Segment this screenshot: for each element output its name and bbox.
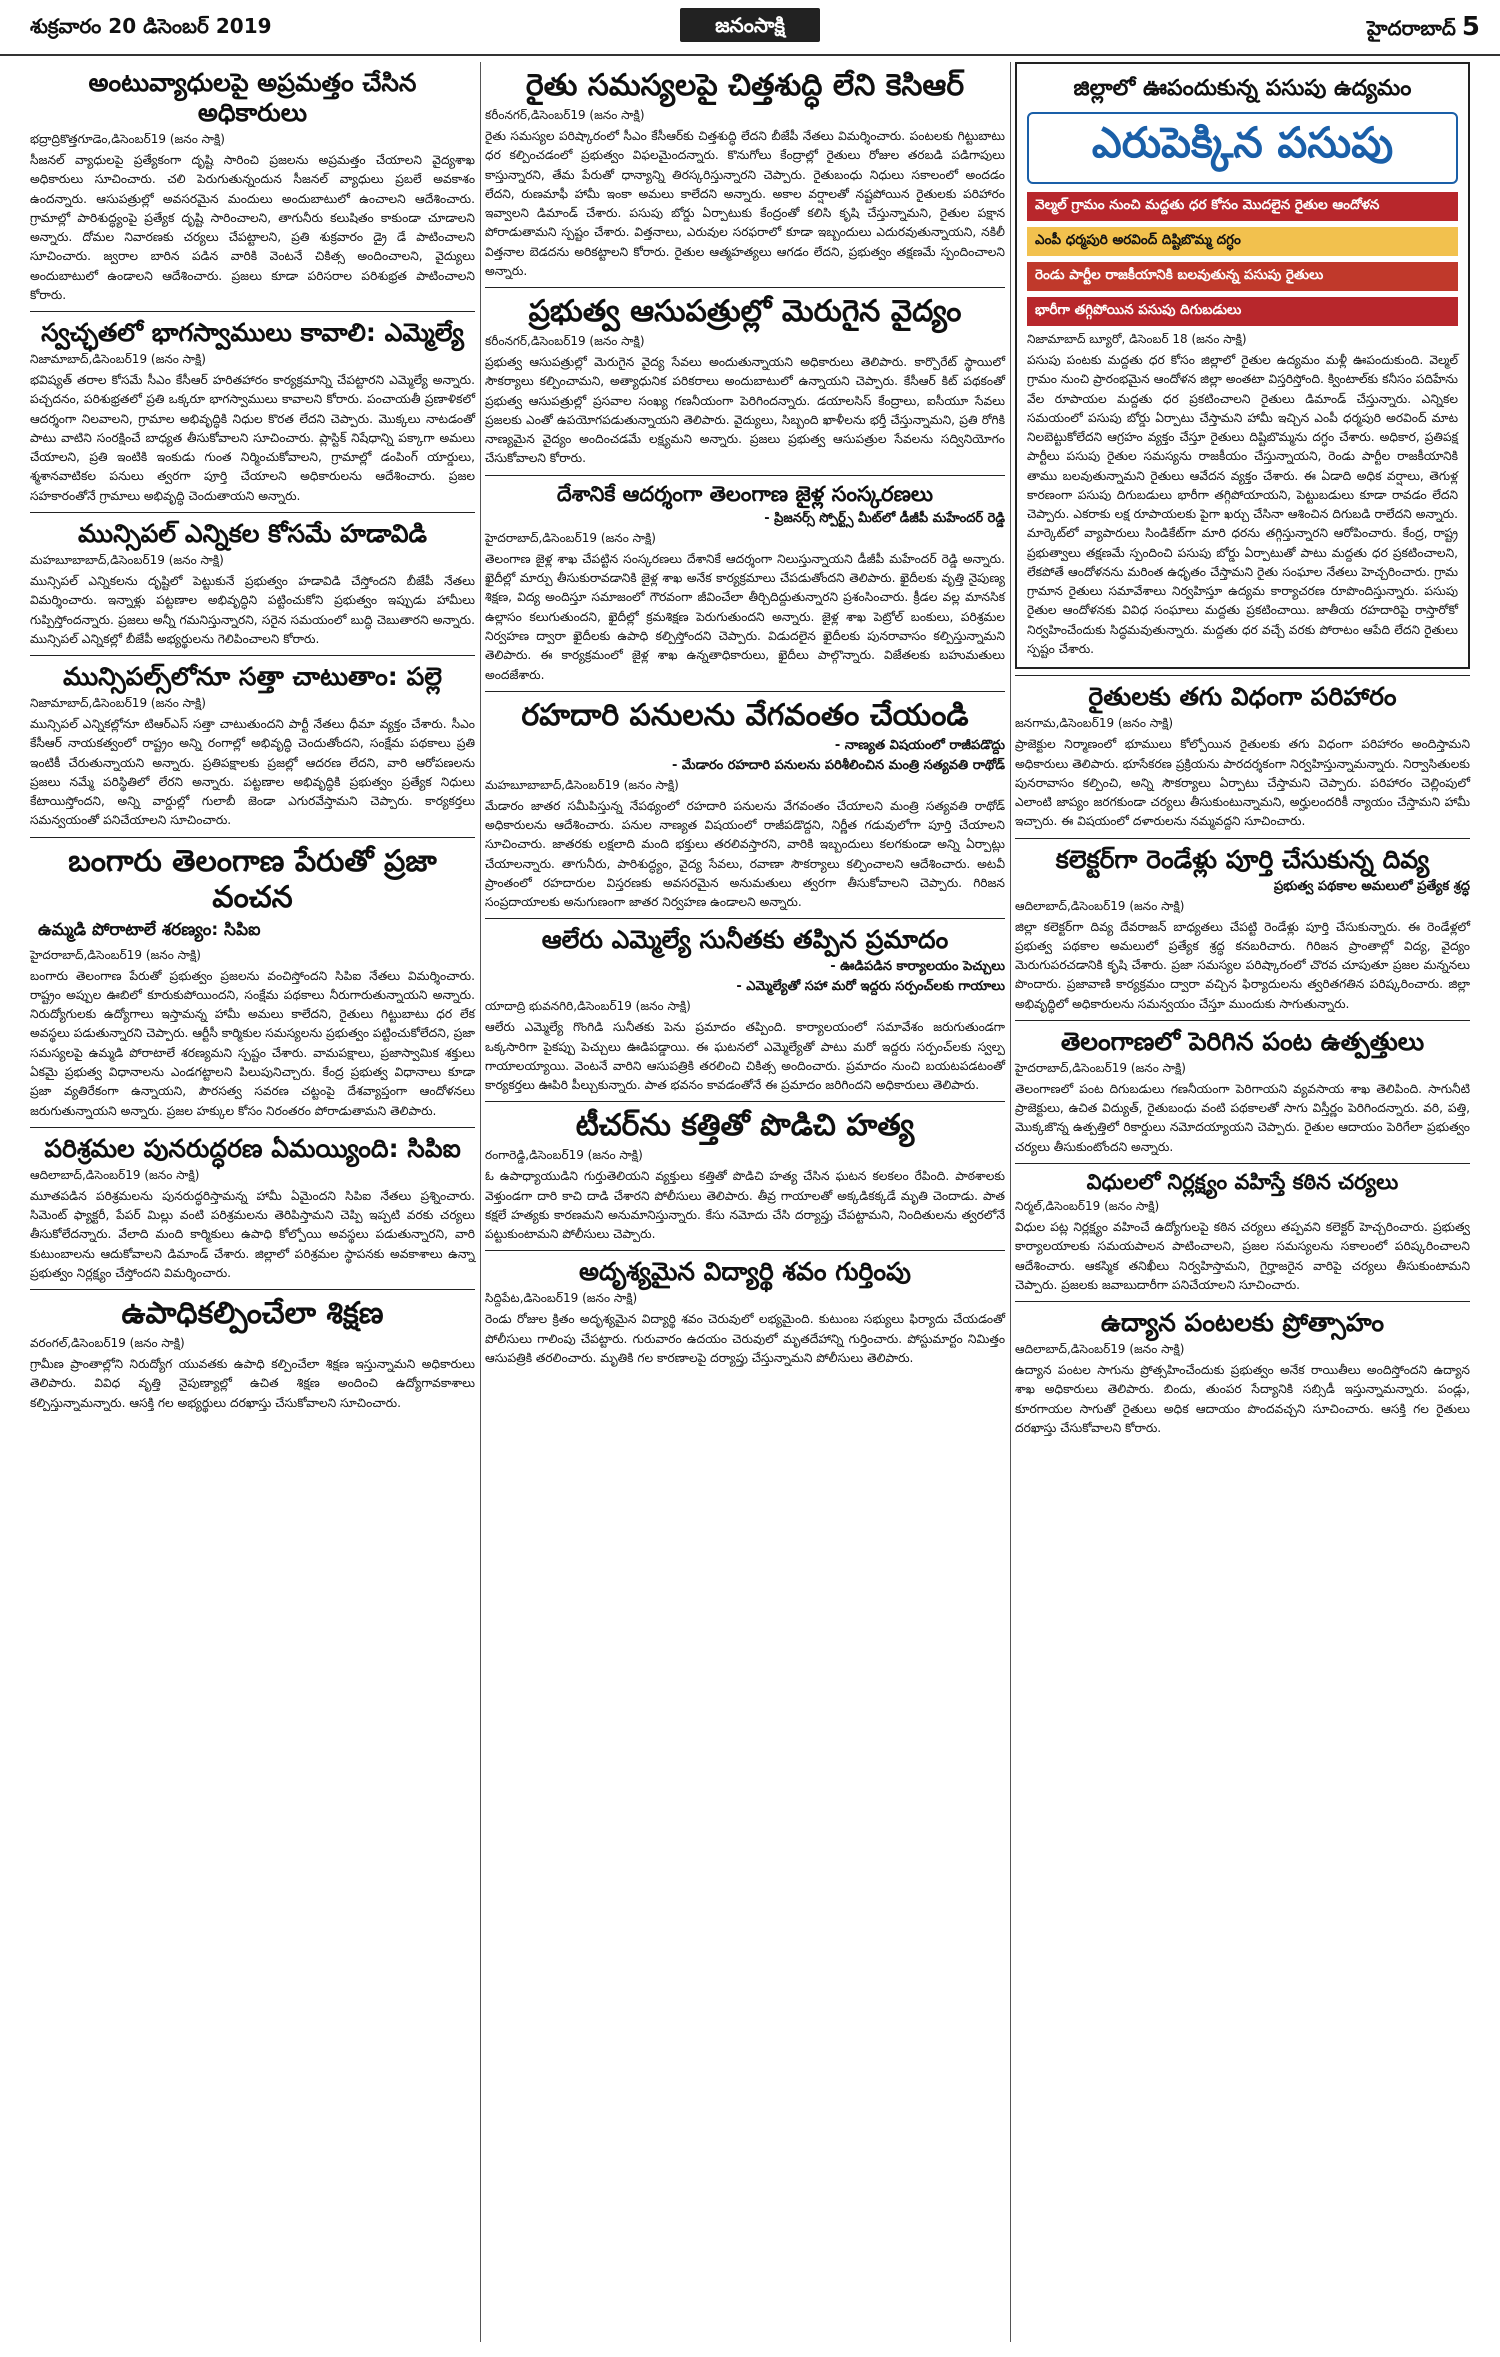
article [485, 925, 1005, 1095]
story-divider [1015, 675, 1470, 676]
feature-headline: ఎరుపెక్కిన పసుపు [1027, 112, 1458, 184]
story-divider [485, 1250, 1005, 1251]
article-headline: అంటువ్యాధులపై అప్రమత్తం చేసిన అధికారులు [88, 68, 417, 127]
story-divider [485, 691, 1005, 692]
article [1015, 1027, 1470, 1157]
article [1015, 1308, 1470, 1438]
article [30, 519, 475, 649]
article [485, 482, 1005, 685]
article-headline: ఆలేరు ఎమ్మెల్యే సునీతకు తప్పిన ప్రమాదం [541, 925, 949, 955]
dateline: హైదరాబాద్,డిసెంబర్19 (జనం సాక్షి) [1015, 1060, 1186, 1075]
dateline: నిజామాబాద్,డిసెంబర్19 (జనం సాక్షి) [30, 352, 206, 367]
city-name: హైదరాబాద్ [1366, 16, 1456, 40]
article-headline: తెలంగాణలో పెరిగిన పంట ఉత్పత్తులు [1060, 1026, 1425, 1056]
article [30, 68, 475, 305]
article [485, 1257, 1005, 1368]
dateline: కరీంనగర్,డిసెంబర్19 (జనం సాక్షి) [485, 334, 645, 349]
story-divider [30, 311, 475, 312]
article-headline: టీచర్‌ను కత్తితో పొడిచి హత్య [575, 1108, 915, 1144]
story-divider [30, 1127, 475, 1128]
dateline: నిర్మల్,డిసెంబర్19 (జనం సాక్షి) [1015, 1199, 1160, 1214]
article [30, 1296, 475, 1413]
article-body: మూతపడిన పరిశ్రమలను పునరుద్ధరిస్తామన్న హామీ ఏమైందని సిపిఐ నేతలు ప్రశ్నించారు. సిమెంట్ ఫ్యాక్టరీ, పేపర్ మిల్లు వంటి పరిశ్రమలను తెరిపిస్తామని చెప్పి ఇప్పటి వరకు చర్యలు తీసుకోలేదన్నారు. వేలాది మంది కార్మికులు ఉపాధి కోల్పోయి అవస్థలు పడుతున్నారని, వారి కుటుంబాలను ఆదుకోవాలని డిమాండ్ చేశారు. జిల్లాలో పరిశ్రమల స్థాపనకు అవకాశాలు ఉన్నా ప్రభుత్వం నిర్లక్ష్యం చేస్తోందని విమర్శించారు. [30, 1188, 475, 1280]
article-body: ఆలేరు ఎమ్మెల్యే గొంగిడి సునీతకు పెను ప్రమాదం తప్పింది. కార్యాలయంలో సమావేశం జరుగుతుండగా ఒక్కసారిగా పైకప్పు పెచ్చులు ఊడిపడ్డాయి. ఈ ఘటనలో ఎమ్మెల్యేతో పాటు మరో ఇద్దరు సర్పంచ్‌లకు స్వల్ప గాయాలయ్యాయి. వెంటనే వారిని ఆసుపత్రికి తరలించి చికిత్స అందించారు. ప్రమాదం నుంచి బయటపడటంతో కార్యకర్తలు ఊపిరి పీల్చుకున్నారు. పాత భవనం కావడంతోనే ఈ ప్రమాదం జరిగిందని అధికారులు తెలిపారు. [485, 1020, 1005, 1093]
article-body: గ్రామీణ ప్రాంతాల్లోని నిరుద్యోగ యువతకు ఉపాధి కల్పించేలా శిక్షణ ఇస్తున్నామని అధికారులు తెలిపారు. వివిధ వృత్తి నైపుణ్యాల్లో ఉచిత శిక్షణ అందించి ఉద్యోగావకాశాలు కల్పిస్తున్నామన్నారు. ఆసక్తి గల అభ్యర్థులు దరఖాస్తు చేసుకోవాలని సూచించారు. [30, 1357, 475, 1410]
article-headline: రైతులకు తగు విధంగా పరిహారం [1088, 682, 1397, 712]
article-headline: అదృశ్యమైన విద్యార్థి శవం గుర్తింపు [579, 1257, 911, 1287]
story-divider [485, 1101, 1005, 1102]
story-divider [30, 655, 475, 656]
article-headline: మున్సిపల్ ఎన్నికల కోసమే హడావిడి [77, 518, 428, 548]
article-headline: ఉద్యాన పంటలకు ప్రోత్సాహం [1100, 1308, 1385, 1338]
article [30, 318, 475, 506]
article-body: ఉద్యాన పంటల సాగును ప్రోత్సహించేందుకు ప్రభుత్వం అనేక రాయితీలు అందిస్తోందని ఉద్యాన శాఖ అధికారులు తెలిపారు. బిందు, తుంపర సేద్యానికి సబ్సిడీ ఇస్తున్నామన్నారు. పండ్లు, కూరగాయల సాగుతో రైతులు అధిక ఆదాయం పొందవచ్చని సూచించారు. ఆసక్తి గల రైతులు దరఖాస్తు చేసుకోవాలని కోరారు. [1015, 1363, 1470, 1436]
page-header [0, 0, 1500, 56]
dateline: వరంగల్,డిసెంబర్19 (జనం సాక్షి) [30, 1336, 185, 1351]
column-right [1015, 62, 1470, 1438]
article-headline: రహదారి పనులను వేగవంతం చేయండి [521, 697, 969, 733]
article-subheadline: ఉమ్మడి పోరాటాలే శరణ్యం: సిపిఐ [38, 919, 261, 940]
dateline: ఆదిలాబాద్,డిసెంబర్19 (జనం సాక్షి) [1015, 898, 1185, 913]
dateline: భద్రాద్రికొత్తగూడెం,డిసెంబర్19 (జనం సాక్షి) [30, 132, 225, 146]
dateline: నిజామాబాద్,డిసెంబర్19 (జనం సాక్షి) [30, 696, 206, 711]
article [485, 1108, 1005, 1244]
feature-kicker: జిల్లాలో ఊపందుకున్న పసుపు ఉద్యమం [1073, 76, 1412, 101]
column-middle [485, 62, 1005, 1368]
story-divider [485, 475, 1005, 476]
dateline: ఆదిలాబాద్,డిసెంబర్19 (జనం సాక్షి) [30, 1167, 200, 1182]
dateline: ఆదిలాబాద్,డిసెంబర్19 (జనం సాక్షి) [1015, 1342, 1185, 1357]
article [30, 662, 475, 831]
article-body: మున్సిపల్ ఎన్నికలను దృష్టిలో పెట్టుకునే ప్రభుత్వం హడావిడి చేస్తోందని బీజేపీ నేతలు విమర్శించారు. ఇన్నాళ్లు పట్టణాల అభివృద్ధిని పట్టించుకోని ప్రభుత్వం ఇప్పుడు హామీలు గుప్పిస్తోందన్నారు. ప్రజలు అన్నీ గమనిస్తున్నారని, సరైన సమయంలో బుద్ధి చెబుతారని అన్నారు. మున్సిపల్ ఎన్నికల్లో బీజేపీ అభ్యర్థులను గెలిపించాలని కోరారు. [30, 573, 475, 646]
story-divider [485, 918, 1005, 919]
feature-tag: ఎంపీ ధర్మపురి అరవింద్ దిష్టిబొమ్మ దగ్ధం [1027, 227, 1458, 256]
dateline: జనగామ,డిసెంబర్19 (జనం సాక్షి) [1015, 716, 1174, 731]
edition-city [1367, 12, 1480, 45]
article-headline: రైతు సమస్యలపై చిత్తశుద్ధి లేని కెసిఆర్ [525, 68, 965, 103]
dateline: హైదరాబాద్,డిసెంబర్19 (జనం సాక్షి) [30, 947, 201, 962]
article [30, 1134, 475, 1283]
column-left [30, 62, 475, 1413]
article-body: తెలంగాణ జైళ్ల శాఖ చేపట్టిన సంస్కరణలు దేశానికే ఆదర్శంగా నిలుస్తున్నాయని డీజీపీ మహేందర్ రెడ్డి అన్నారు. ఖైదీల్లో మార్పు తీసుకురావడానికి జైళ్ల శాఖ అనేక కార్యక్రమాలు చేపడుతోందని తెలిపారు. ఖైదీలకు వృత్తి నైపుణ్య శిక్షణ, విద్య అందిస్తూ సమాజంలో గౌరవంగా జీవించేలా తీర్చిదిద్దుతున్నారని ప్రశంసించారు. క్రీడల వల్ల మానసిక ఉల్లాసం కలుగుతుందని, ఖైదీల్లో క్రమశిక్షణ పెరుగుతుందని అన్నారు. జైళ్ల శాఖ పెట్రోల్ బంకులు, పరిశ్రమల నిర్వహణ ద్వారా ఖైదీలకు ఉపాధి కల్పిస్తోందని చెప్పారు. విడుదలైన ఖైదీలకు పునరావాసం కల్పిస్తున్నామని తెలిపారు. ఈ కార్యక్రమంలో జైళ్ల శాఖ ఉన్నతాధికారులు, ఖైదీలు పాల్గొన్నారు. విజేతలకు బహుమతులు అందజేశారు. [485, 551, 1005, 682]
article-body: మున్సిపల్ ఎన్నికల్లోనూ టిఆర్ఎస్ సత్తా చాటుతుందని పార్టీ నేతలు ధీమా వ్యక్తం చేశారు. సీఎం కేసీఆర్ నాయకత్వంలో రాష్ట్రం అన్ని రంగాల్లో అభివృద్ధి చెందుతోందని, సంక్షేమ పథకాలు ప్రతి ఇంటికీ చేరుతున్నాయని అన్నారు. ప్రతిపక్షాలకు ప్రజల్లో ఆదరణ లేదని, వారి ఆరోపణలను ప్రజలు నమ్మే పరిస్థితిలో లేరని అన్నారు. పట్టణాల అభివృద్ధికి ప్రభుత్వం ప్రత్యేక నిధులు కేటాయిస్తోందని, అన్ని వార్డుల్లో గులాబీ జెండా ఎగురవేస్తామని చెప్పారు. కార్యకర్తలు సమన్వయంతో పనిచేయాలని సూచించారు. [30, 717, 475, 828]
issue-date: శుక్రవారం 20 డిసెంబర్ 2019 [30, 14, 272, 38]
article [1015, 845, 1470, 1014]
article [485, 294, 1005, 469]
column-divider [1010, 62, 1011, 2342]
article-body: మేడారం జాతర సమీపిస్తున్న నేపథ్యంలో రహదారి పనులను వేగవంతం చేయాలని మంత్రి సత్యవతి రాథోడ్ అధికారులను ఆదేశించారు. పనుల నాణ్యత విషయంలో రాజీపడొద్దని, నిర్ణీత గడువులోగా పూర్తి చేయాలని సూచించారు. జాతరకు లక్షలాది మంది భక్తులు తరలివస్తారని, వారికి ఇబ్బందులు కలగకుండా అన్ని ఏర్పాట్లు చేయాలన్నారు. తాగునీరు, పారిశుద్ధ్యం, వైద్య సేవలు, రవాణా సౌకర్యాలు కల్పించాలని ఆదేశించారు. అటవీ ప్రాంతంలో రహదారుల విస్తరణకు అవసరమైన అనుమతులు త్వరగా తీసుకోవాలని చెప్పారు. గిరిజన సంప్రదాయాలకు అనుగుణంగా జాతర నిర్వహణ ఉండాలని అన్నారు. [485, 798, 1005, 910]
article-body: జిల్లా కలెక్టర్‌గా దివ్య దేవరాజన్ బాధ్యతలు చేపట్టి రెండేళ్లు పూర్తి చేసుకున్నారు. ఈ రెండేళ్లలో ప్రభుత్వ పథకాల అమలులో ప్రత్యేక శ్రద్ధ కనబరిచారు. గిరిజన ప్రాంతాల్లో విద్య, వైద్యం మెరుగుపరచడానికి కృషి చేశారు. ప్రజా సమస్యల పరిష్కారంలో చొరవ చూపుతూ ప్రజల మన్ననలు పొందారు. ప్రజావాణి కార్యక్రమం ద్వారా వచ్చిన ఫిర్యాదులను త్వరితగతిన పరిష్కరించారు. జిల్లా అభివృద్ధిలో అధికారులను సమన్వయం చేస్తూ ముందుకు సాగుతున్నారు. [1015, 919, 1470, 1011]
feature-tag: వెల్మల్ గ్రామం నుంచి మద్దతు ధర కోసం మొదలైన రైతుల ఆందోళన [1027, 192, 1458, 221]
article [1015, 1170, 1470, 1295]
article-body: ప్రభుత్వ ఆసుపత్రుల్లో మెరుగైన వైద్య సేవలు అందుతున్నాయని అధికారులు తెలిపారు. కార్పొరేట్ స్థాయిలో సౌకర్యాలు కల్పించామని, అత్యాధునిక పరికరాలు అందుబాటులో ఉన్నాయని చెప్పారు. కేసీఆర్ కిట్ పథకంతో ప్రభుత్వ ఆసుపత్రుల్లో ప్రసవాల సంఖ్య గణనీయంగా పెరిగిందన్నారు. డయాలసిస్ కేంద్రాలు, ఐసీయూ సేవలు ప్రజలకు ఎంతో ఉపయోగపడుతున్నాయని తెలిపారు. వైద్యులు, సిబ్బంది ఖాళీలను భర్తీ చేస్తున్నామని, ప్రతి రోగికి నాణ్యమైన వైద్యం అందించడమే లక్ష్యమని అన్నారు. ప్రజలు ప్రభుత్వ ఆసుపత్రుల సేవలను సద్వినియోగం చేసుకోవాలని కోరారు. [485, 355, 1005, 466]
article-headline: బంగారు తెలంగాణ పేరుతో ప్రజా వంచన [68, 843, 437, 915]
dateline: మహబూబాబాద్,డిసెంబర్19 (జనం సాక్షి) [30, 552, 224, 567]
article-deck: ప్రభుత్వ పథకాల అమలులో ప్రత్యేక శ్రద్ధ [1273, 878, 1470, 894]
article-body: పసుపు పంటకు మద్దతు ధర కోసం జిల్లాలో రైతుల ఉద్యమం మళ్లీ ఊపందుకుంది. వెల్మల్ గ్రామం నుంచి ప్రారంభమైన ఆందోళన జిల్లా అంతటా విస్తరిస్తోంది. క్వింటాల్‌కు కనీసం పదిహేను వేల రూపాయల మద్దతు ధర ప్రకటించాలని రైతులు డిమాండ్ చేస్తున్నారు. ఎన్నికల సమయంలో పసుపు బోర్డు ఏర్పాటు చేస్తామని హామీ ఇచ్చిన ఎంపీ ధర్మపురి అరవింద్ మాట నిలబెట్టుకోలేదని ఆగ్రహం వ్యక్తం చేస్తూ రైతులు దిష్టిబొమ్మను దగ్ధం చేశారు. అధికార, ప్రతిపక్ష పార్టీలు పసుపు రైతుల సమస్యను రాజకీయం చేస్తున్నాయని, రెండు పార్టీల రాజకీయానికి తాము బలవుతున్నామని రైతులు ఆవేదన వ్యక్తం చేశారు. ఈ ఏడాది అధిక వర్షాలు, తెగుళ్ల కారణంగా పసుపు దిగుబడులు భారీగా తగ్గిపోయాయని, పెట్టుబడులు కూడా రావడం లేదని చెప్పారు. ఎకరాకు లక్ష రూపాయలకు పైగా ఖర్చు చేసినా ఆశించిన దిగుబడి రాలేదని అన్నారు. మార్కెట్‌లో వ్యాపారులు సిండికేట్‌గా మారి ధరను తగ్గిస్తున్నారని ఆరోపించారు. కేంద్ర, రాష్ట్ర ప్రభుత్వాలు తక్షణమే స్పందించి పసుపు బోర్డు ఏర్పాటుతో పాటు మద్దతు ధర ప్రకటించాలని, లేకపోతే ఆందోళనను మరింత ఉధృతం చేస్తామని రైతు సంఘాల నేతలు హెచ్చరించారు. గ్రామ గ్రామాన రైతులు సమావేశాలు నిర్వహిస్తూ ఉద్యమ కార్యాచరణ రూపొందిస్తున్నారు. పసుపు రైతుల ఆందోళనకు వివిధ సంఘాలు మద్దతు ప్రకటించాయి. జాతీయ రహదారిపై రాస్తారోకో నిర్వహించేందుకు సిద్ధమవుతున్నారు. మద్దతు ధర వచ్చే వరకు పోరాటం ఆపేది లేదని రైతులు స్పష్టం చేశారు. [1027, 353, 1458, 656]
article-headline: దేశానికే ఆదర్శంగా తెలంగాణ జైళ్ల సంస్కరణలు [556, 481, 934, 506]
dateline: హైదరాబాద్,డిసెంబర్19 (జనం సాక్షి) [485, 530, 656, 545]
story-divider [1015, 1020, 1470, 1021]
dateline: కరీంనగర్,డిసెంబర్19 (జనం సాక్షి) [485, 108, 645, 122]
article-headline: స్వచ్ఛతలో భాగస్వాములు కావాలి: ఎమ్మెల్యే [41, 318, 464, 348]
article [30, 844, 475, 1121]
article-headline: విధులలో నిర్లక్ష్యం వహిస్తే కఠిన చర్యలు [1086, 1169, 1399, 1194]
dateline: సిద్దిపేట,డిసెంబర్19 (జనం సాక్షి) [485, 1291, 638, 1306]
article-headline: పరిశ్రమల పునరుద్ధరణ ఏమయ్యింది: సిపిఐ [44, 1133, 461, 1163]
article-body: సీజనల్ వ్యాధులపై ప్రత్యేకంగా దృష్టి సారించి ప్రజలను అప్రమత్తం చేయాలని వైద్యశాఖ అధికారులు సూచించారు. చలి పెరుగుతున్నందున సీజనల్ వ్యాధులు ప్రబలే అవకాశం ఉందన్నారు. ఆసుపత్రుల్లో అవసరమైన మందులు అందుబాటులో ఉంచాలని ఆదేశించారు. గ్రామాల్లో పారిశుద్ధ్యంపై ప్రత్యేక దృష్టి సారించాలని, తాగునీరు కలుషితం కాకుండా చూడాలని అన్నారు. దోమల నివారణకు చర్యలు చేపట్టాలని, ప్రతి శుక్రవారం డ్రై డే పాటించాలని సూచించారు. జ్వరాల బారిన పడిన వారికి వెంటనే చికిత్స అందించాలని, వైద్యులు అందుబాటులో ఉండాలని ఆదేశించారు. ప్రజలు కూడా పరిసరాల పరిశుభ్రత పాటించాలని కోరారు. [30, 153, 475, 302]
article-body: విధుల పట్ల నిర్లక్ష్యం వహించే ఉద్యోగులపై కఠిన చర్యలు తప్పవని కలెక్టర్ హెచ్చరించారు. ప్రభుత్వ కార్యాలయాలకు సమయపాలన పాటించాలని, ప్రజల సమస్యలను సకాలంలో పరిష్కరించాలని ఆదేశించారు. ఆకస్మిక తనిఖీలు నిర్వహిస్తామని, గైర్హాజరైన వారిపై చర్యలు తీసుకుంటామని చెప్పారు. ప్రజలకు జవాబుదారీగా పనిచేయాలని సూచించారు. [1015, 1220, 1470, 1292]
article-deck: - మేడారం రహదారి పనులను పరిశీలించిన మంత్రి సత్యవతి రాథోడ్ [672, 757, 1005, 773]
story-divider [1015, 838, 1470, 839]
article [1015, 682, 1470, 831]
feature-tag: భారీగా తగ్గిపోయిన పసుపు దిగుబడులు [1027, 297, 1458, 326]
article-headline: మున్సిపల్స్‌లోనూ సత్తా చాటుతాం: పల్లె [63, 662, 442, 692]
masthead-logo: జనంసాక్షి [680, 8, 820, 42]
feature-box [1015, 62, 1470, 669]
article-body: భవిష్యత్ తరాల కోసమే సీఎం కేసీఆర్ హరితహారం కార్యక్రమాన్ని చేపట్టారని ఎమ్మెల్యే అన్నారు. పచ్చదనం, పరిశుభ్రతలో ప్రతి ఒక్కరూ భాగస్వాములు కావాలని కోరారు. పంచాయతీ ప్రణాళికలో ఆదర్శంగా నిలవాలని, గ్రామాల అభివృద్ధికి నిధుల కొరత లేదని చెప్పారు. మొక్కలు నాటడంతో పాటు వాటిని సంరక్షించే బాధ్యత తీసుకోవాలని సూచించారు. ప్లాస్టిక్ నిషేధాన్ని పక్కాగా అమలు చేయాలని, ప్రతి ఇంటికి ఇంకుడు గుంత నిర్మించుకోవాలని, గ్రామాల్లో డంపింగ్ యార్డులు, శ్మశానవాటికల పనులు త్వరగా పూర్తి చేయాలని అధికారులను ఆదేశించారు. ప్రజల సహకారంతోనే గ్రామాలు అభివృద్ధి చెందుతాయని అన్నారు. [30, 373, 475, 503]
article-deck: - ఊడిపడిన కార్యాలయం పెచ్చులు [830, 959, 1005, 975]
column-divider [480, 62, 481, 2342]
article-deck: - ప్రిజనర్స్ స్పోర్ట్స్ మీట్‌లో డీజీపీ మహేందర్ రెడ్డి [764, 510, 1005, 526]
article-deck: - నాణ్యత విషయంలో రాజీపడొద్దు [834, 737, 1005, 753]
article-headline: ప్రభుత్వ ఆసుపత్రుల్లో మెరుగైన వైద్యం [528, 294, 962, 330]
article [485, 698, 1005, 913]
dateline: యాదాద్రి భువనగిరి,డిసెంబర్19 (జనం సాక్షి) [485, 999, 691, 1014]
article-body: ప్రాజెక్టుల నిర్మాణంలో భూములు కోల్పోయిన రైతులకు తగు విధంగా పరిహారం అందిస్తామని అధికారులు తెలిపారు. భూసేకరణ ప్రక్రియను పారదర్శకంగా నిర్వహిస్తున్నామన్నారు. నిర్వాసితులకు పునరావాసం కల్పించి, అన్ని సౌకర్యాలు ఏర్పాటు చేస్తామని చెప్పారు. పరిహారం చెల్లింపులో ఎలాంటి జాప్యం జరగకుండా చర్యలు తీసుకుంటున్నామని, అర్హులందరికీ న్యాయం చేస్తామని హామీ ఇచ్చారు. ఈ విషయంలో దళారులను నమ్మవద్దని సూచించారు. [1015, 737, 1470, 829]
article-body: తెలంగాణలో పంట దిగుబడులు గణనీయంగా పెరిగాయని వ్యవసాయ శాఖ తెలిపింది. సాగునీటి ప్రాజెక్టులు, ఉచిత విద్యుత్, రైతుబంధు వంటి పథకాలతో సాగు విస్తీర్ణం పెరిగిందన్నారు. వరి, పత్తి, మొక్కజొన్న ఉత్పత్తిలో రికార్డులు నమోదయ్యాయని చెప్పారు. రైతుల ఆదాయం పెరిగేలా ప్రభుత్వం చర్యలు తీసుకుంటోందని అన్నారు. [1015, 1081, 1470, 1154]
story-divider [485, 287, 1005, 288]
right-stories [1015, 675, 1470, 1438]
story-divider [1015, 1301, 1470, 1302]
article-headline: కలెక్టర్‌గా రెండేళ్లు పూర్తి చేసుకున్న దివ్య [1055, 844, 1430, 874]
dateline: నిజామాబాద్ బ్యూరో, డిసెంబర్ 18 (జనం సాక్షి) [1027, 332, 1247, 346]
feature-tag: రెండు పార్టీల రాజకీయానికి బలవుతున్న పసుపు రైతులు [1027, 262, 1458, 291]
dateline: మహబూబాబాద్,డిసెంబర్19 (జనం సాక్షి) [485, 777, 679, 792]
article-deck: - ఎమ్మెల్యేతో సహా మరో ఇద్దరు సర్పంచ్‌లకు గాయాలు [736, 979, 1005, 995]
article-body: ఓ ఉపాధ్యాయుడిని గుర్తుతెలియని వ్యక్తులు కత్తితో పొడిచి హత్య చేసిన ఘటన కలకలం రేపింది. పాఠశాలకు వెళ్తుండగా దారి కాచి దాడి చేశారని పోలీసులు తెలిపారు. తీవ్ర గాయాలతో అక్కడికక్కడే మృతి చెందాడు. పాత కక్షలే హత్యకు కారణమని అనుమానిస్తున్నారు. కేసు నమోదు చేసి దర్యాప్తు చేపట్టామని, నిందితులను త్వరలోనే పట్టుకుంటామని పోలీసులు చెప్పారు. [485, 1169, 1005, 1242]
story-divider [30, 1289, 475, 1290]
story-divider [30, 512, 475, 513]
article-body: రైతు సమస్యల పరిష్కారంలో సీఎం కేసీఆర్‌కు చిత్తశుద్ధి లేదని బీజేపీ నేతలు విమర్శించారు. పంటలకు గిట్టుబాటు ధర కల్పించడంలో ప్రభుత్వం విఫలమైందన్నారు. కొనుగోలు కేంద్రాల్లో రైతులు రోజుల తరబడి పడిగాపులు కాస్తున్నారని, తేమ పేరుతో ధాన్యాన్ని తిరస్కరిస్తున్నారని చెప్పారు. రైతుబంధు నిధులు సకాలంలో అందడం లేదని, రుణమాఫీ హామీ ఇంకా అమలు కాలేదని అన్నారు. అకాల వర్షాలతో నష్టపోయిన రైతులకు పరిహారం ఇవ్వాలని డిమాండ్ చేశారు. పసుపు బోర్డు ఏర్పాటుకు కేంద్రంతో కలిసి కృషి చేస్తున్నామని, రైతుల పక్షాన పోరాడుతామని స్పష్టం చేశారు. విత్తనాలు, ఎరువుల సరఫరాలో కూడా ఇబ్బందులు ఎదురవుతున్నాయని, నకిలీ విత్తనాల బెడదను అరికట్టాలని కోరారు. రైతుల ఆత్మహత్యలు ఆగడం లేదని, ప్రభుత్వం తక్షణమే స్పందించాలని అన్నారు. [485, 129, 1005, 278]
article-headline: ఉపాధికల్పించేలా శిక్షణ [121, 1296, 384, 1332]
page-number: 5 [1461, 12, 1480, 42]
story-divider [30, 837, 475, 838]
article-body: బంగారు తెలంగాణ పేరుతో ప్రభుత్వం ప్రజలను వంచిస్తోందని సిపిఐ నేతలు విమర్శించారు. రాష్ట్రం అప్పుల ఊబిలో కూరుకుపోయిందని, సంక్షేమ పథకాలు నీరుగారుతున్నాయని అన్నారు. నిరుద్యోగులకు ఉద్యోగాలు ఇస్తామన్న హామీ అమలు కాలేదని, రైతులు గిట్టుబాటు ధర లేక అవస్థలు పడుతున్నారని చెప్పారు. ఆర్టీసీ కార్మికుల సమస్యలను ప్రభుత్వం పట్టించుకోలేదని, ప్రజా సమస్యలపై ఉమ్మడి పోరాటాలే శరణ్యమని స్పష్టం చేశారు. వామపక్షాలు, ప్రజాస్వామిక శక్తులు ఏకమై ప్రభుత్వ విధానాలను ఎండగట్టాలని పిలుపునిచ్చారు. కేంద్ర ప్రభుత్వ విధానాలు కూడా ప్రజా వ్యతిరేకంగా ఉన్నాయని, పౌరసత్వ సవరణ చట్టంపై దేశవ్యాప్తంగా ఆందోళనలు జరుగుతున్నాయని అన్నారు. ప్రజల హక్కుల కోసం నిరంతరం పోరాడుతామని తెలిపారు. [30, 968, 475, 1118]
article-body: రెండు రోజుల క్రితం అదృశ్యమైన విద్యార్థి శవం చెరువులో లభ్యమైంది. కుటుంబ సభ్యులు ఫిర్యాదు చేయడంతో పోలీసులు గాలింపు చేపట్టారు. గురువారం ఉదయం చెరువులో మృతదేహాన్ని గుర్తించారు. పోస్టుమార్టం నిమిత్తం ఆసుపత్రికి తరలించారు. మృతికి గల కారణాలపై దర్యాప్తు చేస్తున్నామని పోలీసులు తెలిపారు. [485, 1312, 1005, 1366]
article [485, 68, 1005, 281]
dateline: రంగారెడ్డి,డిసెంబర్19 (జనం సాక్షి) [485, 1148, 643, 1163]
story-divider [1015, 1163, 1470, 1164]
